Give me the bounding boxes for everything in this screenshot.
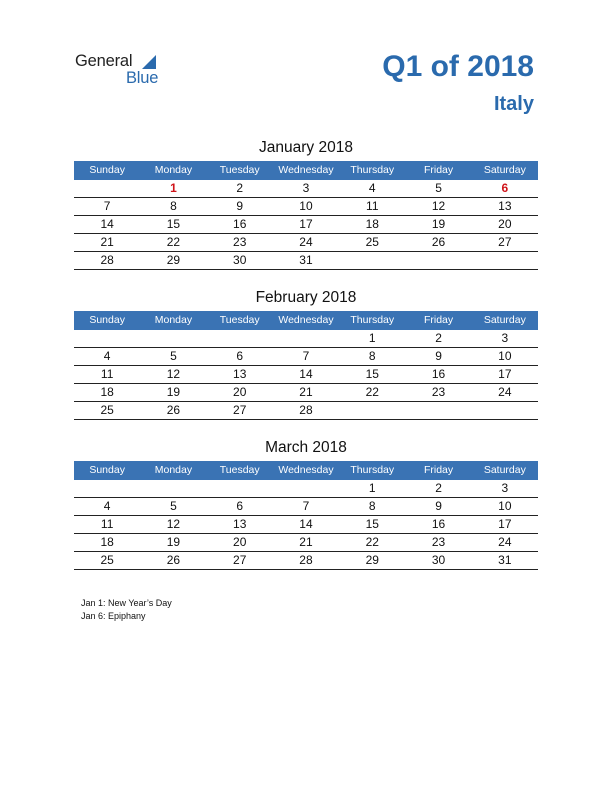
month-title: March 2018	[265, 439, 347, 456]
day-cell: 30	[431, 553, 446, 567]
day-cell: 1	[368, 331, 376, 345]
day-cell: 28	[299, 403, 313, 417]
weekday-header	[74, 461, 538, 480]
day-cell: 15	[365, 517, 379, 531]
week-row	[74, 216, 538, 234]
day-cell: 14	[299, 517, 313, 531]
day-cell: 20	[233, 535, 247, 549]
day-cell: 7	[302, 349, 310, 363]
brand-logo	[75, 52, 175, 92]
day-cell: 27	[498, 235, 512, 249]
day-cell: 21	[100, 235, 114, 249]
day-cell: 17	[498, 517, 512, 531]
day-cell: 20	[233, 385, 247, 399]
day-cell: 13	[498, 199, 512, 213]
weekday-label: Wednesday	[278, 314, 334, 326]
empty-day-cell	[273, 330, 339, 347]
week-row	[74, 498, 538, 516]
month-calendar	[74, 138, 538, 270]
day-cell: 30	[233, 253, 247, 267]
weekday-label: Sunday	[89, 314, 125, 326]
day-cell: 25	[100, 403, 114, 417]
empty-day-cell	[74, 330, 140, 347]
week-row	[74, 234, 538, 252]
day-cell: 2	[236, 181, 244, 195]
day-cell: 24	[299, 235, 313, 249]
day-cell: 24	[498, 385, 512, 399]
weekday-label: Wednesday	[278, 164, 334, 176]
weekday-label: Wednesday	[278, 464, 334, 476]
day-cell: 28	[100, 253, 114, 267]
day-cell: 15	[166, 217, 181, 231]
day-cell: 4	[103, 499, 111, 513]
week-row	[74, 198, 538, 216]
day-cell: 22	[365, 535, 379, 549]
holiday-note: Jan 6: Epiphany	[81, 611, 146, 621]
weekday-header	[74, 161, 538, 180]
day-cell: 29	[365, 553, 379, 567]
week-row	[74, 180, 538, 198]
day-cell: 11	[366, 199, 379, 213]
day-cell: 22	[166, 235, 181, 249]
weekday-label: Tuesday	[219, 464, 260, 476]
day-cell: 2	[435, 331, 442, 345]
empty-day-cell	[74, 180, 140, 197]
day-cell: 9	[435, 499, 442, 513]
country-label: Italy	[493, 93, 534, 115]
day-cell: 19	[166, 535, 181, 549]
week-row	[74, 330, 538, 348]
weekday-label: Sunday	[89, 464, 125, 476]
brand-name-blue: Blue	[126, 69, 159, 87]
empty-day-cell	[339, 402, 405, 419]
day-cell: 24	[498, 535, 512, 549]
day-cell: 21	[299, 535, 313, 549]
weekday-label: Saturday	[483, 164, 526, 176]
day-cell: 11	[100, 367, 114, 381]
week-row	[74, 552, 538, 570]
day-cell: 1	[170, 181, 177, 195]
week-row	[74, 534, 538, 552]
weekday-label: Tuesday	[219, 314, 260, 326]
day-cell: 12	[166, 517, 181, 531]
day-cell: 27	[233, 553, 247, 567]
day-cell: 26	[431, 235, 446, 249]
day-cell: 5	[435, 181, 442, 195]
day-cell: 25	[365, 235, 379, 249]
day-cell: 19	[431, 217, 446, 231]
day-cell: 12	[431, 199, 446, 213]
brand-name-general: General	[75, 52, 133, 70]
day-cell: 27	[233, 403, 247, 417]
weekday-label: Monday	[154, 464, 193, 476]
day-cell: 6	[236, 499, 244, 513]
empty-day-cell	[405, 402, 471, 419]
day-cell: 26	[166, 553, 181, 567]
month-title: February 2018	[255, 289, 357, 306]
holiday-notes	[81, 597, 172, 623]
day-cell: 8	[368, 499, 376, 513]
day-cell: 25	[100, 553, 114, 567]
empty-day-cell	[207, 330, 273, 347]
day-cell: 31	[299, 253, 313, 267]
week-row	[74, 252, 538, 270]
week-row	[74, 480, 538, 498]
day-cell: 10	[498, 349, 512, 363]
day-cell: 16	[233, 217, 247, 231]
day-cell: 5	[170, 499, 177, 513]
day-cell: 4	[103, 349, 111, 363]
day-cell: 9	[435, 349, 442, 363]
weekday-label: Monday	[154, 164, 193, 176]
day-cell: 6	[236, 349, 244, 363]
day-cell: 14	[100, 217, 114, 231]
weekday-label: Friday	[423, 314, 454, 326]
week-row	[74, 516, 538, 534]
weekday-label: Friday	[423, 464, 454, 476]
weekday-label: Thursday	[350, 464, 395, 476]
day-cell: 29	[166, 253, 181, 267]
weekday-header	[74, 311, 538, 330]
empty-day-cell	[472, 252, 538, 269]
day-cell: 18	[100, 385, 114, 399]
weekday-label: Sunday	[89, 164, 125, 176]
day-cell: 8	[368, 349, 376, 363]
day-cell: 19	[166, 385, 181, 399]
day-cell: 4	[368, 181, 376, 195]
week-row	[74, 348, 538, 366]
month-title: January 2018	[259, 139, 353, 156]
day-cell: 6	[501, 181, 509, 195]
day-cell: 1	[368, 481, 376, 495]
month-calendar	[74, 438, 538, 570]
day-cell: 16	[431, 517, 446, 531]
day-cell: 18	[365, 217, 379, 231]
day-cell: 14	[299, 367, 313, 381]
day-cell: 8	[170, 199, 177, 213]
day-cell: 10	[498, 499, 512, 513]
day-cell: 23	[233, 235, 247, 249]
weekday-label: Friday	[423, 164, 454, 176]
empty-day-cell	[74, 480, 140, 497]
day-cell: 13	[233, 367, 247, 381]
day-cell: 3	[302, 181, 310, 195]
empty-day-cell	[140, 330, 206, 347]
day-cell: 21	[299, 385, 313, 399]
week-row	[74, 366, 538, 384]
day-cell: 5	[170, 349, 177, 363]
empty-day-cell	[207, 480, 273, 497]
weekday-label: Thursday	[350, 164, 395, 176]
week-row	[74, 402, 538, 420]
empty-day-cell	[140, 480, 206, 497]
page-title: Q1 of 2018	[382, 50, 534, 83]
weekday-label: Saturday	[483, 314, 526, 326]
month-calendar	[74, 288, 538, 420]
brand-triangle-icon	[142, 55, 156, 69]
empty-day-cell	[273, 480, 339, 497]
empty-day-cell	[339, 252, 405, 269]
day-cell: 23	[431, 535, 446, 549]
day-cell: 17	[498, 367, 512, 381]
day-cell: 15	[365, 367, 379, 381]
day-cell: 28	[299, 553, 313, 567]
day-cell: 26	[166, 403, 181, 417]
weekday-label: Thursday	[350, 314, 395, 326]
day-cell: 3	[501, 331, 509, 345]
day-cell: 17	[299, 217, 313, 231]
day-cell: 7	[103, 199, 111, 213]
day-cell: 20	[498, 217, 512, 231]
day-cell: 3	[501, 481, 509, 495]
day-cell: 9	[236, 199, 244, 213]
day-cell: 18	[100, 535, 114, 549]
empty-day-cell	[405, 252, 471, 269]
week-row	[74, 384, 538, 402]
day-cell: 10	[299, 199, 313, 213]
day-cell: 31	[498, 553, 512, 567]
day-cell: 7	[302, 499, 310, 513]
day-cell: 2	[435, 481, 442, 495]
empty-day-cell	[472, 402, 538, 419]
day-cell: 11	[100, 517, 114, 531]
weekday-label: Saturday	[483, 464, 526, 476]
day-cell: 16	[431, 367, 446, 381]
day-cell: 22	[365, 385, 379, 399]
weekday-label: Monday	[154, 314, 193, 326]
holiday-note: Jan 1: New Year’s Day	[81, 598, 172, 608]
day-cell: 23	[431, 385, 446, 399]
weekday-label: Tuesday	[219, 164, 260, 176]
day-cell: 13	[233, 517, 247, 531]
day-cell: 12	[166, 367, 181, 381]
